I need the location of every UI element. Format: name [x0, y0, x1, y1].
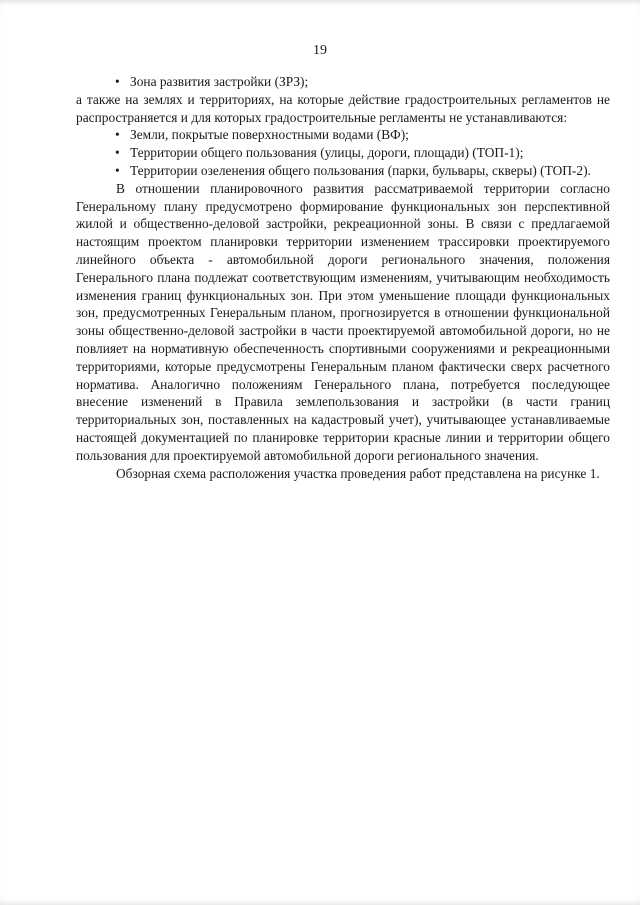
- bullet-list-territories: [76, 126, 610, 179]
- page-content: [76, 73, 610, 482]
- bullet-item-vf: • Земли, покрытые поверхностными водами (ВФ);: [76, 126, 610, 144]
- intro-paragraph: а также на землях и территориях, на которые действие градостроительных регламентов не распространяется и для которых градостроительные регламенты не устанавливаются:: [76, 91, 610, 125]
- bullet-item-zrz: • Зона развития застройки (ЗРЗ);: [76, 73, 610, 91]
- page-number: 19: [313, 43, 327, 58]
- closing-paragraph: Обзорная схема расположения участка проведения работ представлена на рисунке 1.: [116, 465, 600, 481]
- main-paragraph: В отношении планировочного развития рассматриваемой территории согласно Генеральному плану предусмотрено формирование функциональных зон перспективной жилой и общественно-деловой застройки, рекреационной зоны. В связи с предлагаемой настоящим проектом планировки территории изменением трассировки проектируемого линейного объекта - автомобильной дороги регионального значения, положения Генерального плана подлежат соответствующим изменениям, учитывающим необходимость изменения границ функциональных зон. При этом уменьшение площади функциональных зон, предусмотренных Генеральным планом, прогнозируется в отношении функциональной зоны общественно-деловой застройки в части проектируемой автомобильной дороги, но не повлияет на нормативную обеспеченность спортивными сооружениями и рекреационными территориями, которые предусмотрены Генеральным планом фактически сверх расчетного норматива. Аналогично положениям Генерального плана, потребуется последующее внесение изменений в Правила землепользования и застройки (в части границ территориальных зон, поставленных на кадастровый учет), учитывающее устанавливаемые настоящей документацией по планировке территории красные линии и территории общего пользования для проектируемой автомобильной дороги регионального значения.: [76, 180, 610, 463]
- bullet-item-top2: • Территории озеленения общего пользования (парки, бульвары, скверы) (ТОП-2).: [76, 162, 610, 180]
- bullet-list-zones: [76, 73, 610, 91]
- bullet-item-top1: • Территории общего пользования (улицы, дороги, площади) (ТОП-1);: [76, 144, 610, 162]
